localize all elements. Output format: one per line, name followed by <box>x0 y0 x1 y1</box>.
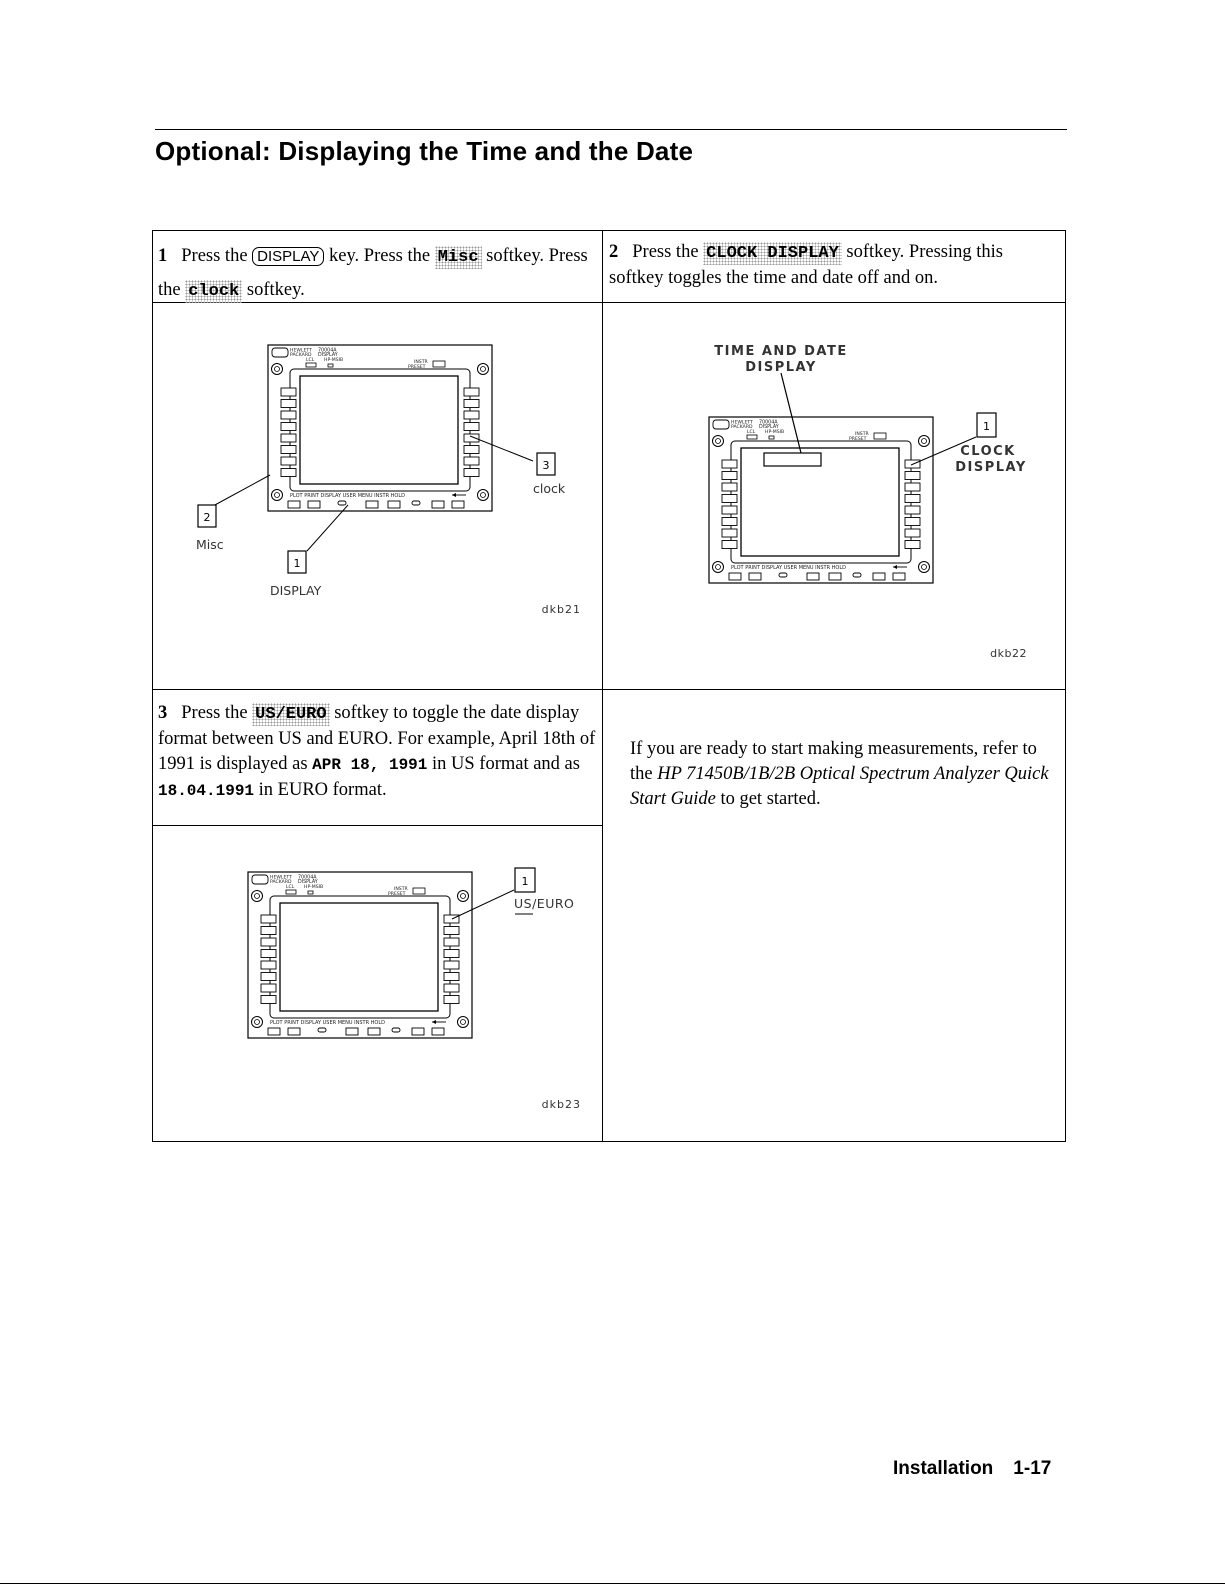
left-softkey <box>261 927 276 935</box>
mounting-knob <box>919 436 930 447</box>
left-softkey <box>261 973 276 981</box>
left-softkey <box>261 961 276 969</box>
right-softkey <box>444 961 459 969</box>
display-label: DISPLAY <box>270 583 322 598</box>
bottom-hardkey <box>346 1028 358 1035</box>
title-rule <box>155 129 1067 130</box>
mounting-knob <box>713 562 724 573</box>
figure-id: dkb22 <box>990 647 1027 660</box>
left-softkey <box>261 915 276 923</box>
bottom-hardkey <box>412 501 420 505</box>
hp-logo-icon <box>252 875 268 884</box>
callout-number: 1 <box>293 557 301 570</box>
bottom-hardkey <box>338 501 346 505</box>
figure-id: dkb23 <box>541 1098 581 1111</box>
right-softkey <box>464 423 479 431</box>
brand-text: PACKARD <box>270 880 292 885</box>
left-softkey <box>722 483 737 491</box>
mounting-knob <box>458 1017 469 1028</box>
bottom-hardkey <box>432 1028 444 1035</box>
mounting-knob <box>478 364 489 375</box>
lcl-label: LCL <box>286 885 295 890</box>
callout-number: 3 <box>542 459 550 472</box>
clock-display-label: DISPLAY <box>955 460 1027 475</box>
step-number: 3 <box>158 703 168 723</box>
clock-label: clock <box>533 481 566 496</box>
bottom-hardkey <box>779 573 787 577</box>
model-text: 70004A <box>298 875 317 881</box>
left-softkey <box>261 996 276 1004</box>
misc-softkey: Misc <box>435 246 482 269</box>
display-unit-drawing <box>248 872 472 1038</box>
bottom-hardkey <box>412 1028 424 1035</box>
bottom-hardkey <box>308 501 320 508</box>
step-number: 2 <box>609 242 619 262</box>
bottom-hardkey <box>288 501 300 508</box>
preset-key <box>433 361 445 367</box>
left-softkey <box>722 506 737 514</box>
left-softkey <box>722 541 737 549</box>
bottom-hardkey <box>388 501 400 508</box>
display-unit-drawing <box>709 417 933 583</box>
model-text: DISPLAY <box>759 425 779 430</box>
right-softkey <box>444 996 459 1004</box>
instr-preset-label: PRESET <box>408 365 426 370</box>
footer-section: Installation <box>893 1458 994 1479</box>
left-softkey <box>281 400 296 408</box>
model-text: DISPLAY <box>298 880 318 885</box>
left-softkey <box>281 423 296 431</box>
left-softkey <box>722 529 737 537</box>
hp-logo-icon <box>713 420 729 429</box>
display-hardkey: DISPLAY <box>252 247 324 266</box>
right-softkey <box>444 915 459 923</box>
display-screen <box>300 376 458 484</box>
model-text: DISPLAY <box>318 353 338 358</box>
display-screen <box>280 903 438 1011</box>
right-softkey <box>464 411 479 419</box>
instr-preset-label: PRESET <box>388 892 406 897</box>
time-date-region <box>764 453 821 466</box>
misc-label: Misc <box>196 537 224 552</box>
right-softkey <box>464 400 479 408</box>
model-text: 70004A <box>318 348 337 354</box>
bottom-hardkey <box>432 501 444 508</box>
bottom-hardkey <box>288 1028 300 1035</box>
callout-number: 2 <box>203 511 211 524</box>
step-2-text: 2 Press the CLOCK DISPLAY softkey. Pressing this softkey toggles the time and date off and on. <box>609 242 1003 288</box>
preset-key <box>874 433 886 439</box>
next-steps-note: If you are ready to start making measurements, refer to the HP 71450B/1B/2B Optical Spectrum Analyzer Quick Start Guide to get started. <box>630 739 1049 809</box>
lcl-label: LCL <box>306 358 315 363</box>
step-number: 1 <box>158 246 168 266</box>
right-softkey <box>905 506 920 514</box>
mounting-knob <box>252 891 263 902</box>
left-softkey <box>281 446 296 454</box>
brand-text: PACKARD <box>290 353 312 358</box>
callout-number: 1 <box>983 420 990 433</box>
left-softkey <box>281 469 296 477</box>
left-softkey <box>281 457 296 465</box>
left-softkey <box>722 495 737 503</box>
right-softkey <box>905 518 920 526</box>
right-softkey <box>444 927 459 935</box>
figure-dkb22 <box>603 303 1065 689</box>
msib-label: HP-MSIB <box>324 358 344 363</box>
bottom-hardkey <box>318 1028 326 1032</box>
time-date-label: TIME AND DATE <box>714 344 848 359</box>
right-softkey <box>905 541 920 549</box>
euro-format-example: 18.04.1991 <box>158 782 255 800</box>
time-date-label: DISPLAY <box>745 360 817 375</box>
instr-preset-label: INSTR <box>855 432 869 437</box>
brand-text: HEWLETT <box>731 420 753 426</box>
right-softkey <box>464 457 479 465</box>
lcl-label: LCL <box>747 430 756 435</box>
page-footer <box>893 1458 1051 1480</box>
bottom-hardkey <box>829 573 841 580</box>
bottom-hardkey <box>392 1028 400 1032</box>
right-softkey <box>905 529 920 537</box>
footer-page-number: 1-17 <box>1013 1458 1052 1479</box>
us-euro-softkey: US/EURO <box>252 703 329 726</box>
bottom-hardkey <box>729 573 741 580</box>
mounting-knob <box>478 490 489 501</box>
clock-display-softkey: CLOCK DISPLAY <box>703 242 842 265</box>
bottom-hardkey <box>268 1028 280 1035</box>
mounting-knob <box>252 1017 263 1028</box>
clock-softkey: clock <box>185 280 242 303</box>
right-softkey <box>444 950 459 958</box>
figure-dkb21 <box>152 303 602 689</box>
clock-display-label: CLOCK <box>960 444 1016 459</box>
quick-start-guide-title: HP 71450B/1B/2B Optical Spectrum Analyzer Quick Start Guide <box>630 764 1049 809</box>
left-softkey <box>281 388 296 396</box>
figure-id: dkb21 <box>541 603 581 616</box>
bottom-hardkey <box>749 573 761 580</box>
right-softkey <box>444 938 459 946</box>
right-softkey <box>464 469 479 477</box>
left-softkey <box>281 434 296 442</box>
mounting-knob <box>919 562 930 573</box>
bottom-hardkey <box>853 573 861 577</box>
bottom-key-labels: PLOT PRINT DISPLAY USER MENU INSTR HOLD <box>731 565 846 571</box>
instr-preset-label: PRESET <box>849 437 867 442</box>
msib-label: HP-MSIB <box>304 885 324 890</box>
left-softkey <box>722 460 737 468</box>
bottom-hardkey <box>452 501 464 508</box>
hp-logo-icon <box>272 348 288 357</box>
left-softkey <box>261 950 276 958</box>
right-softkey <box>444 973 459 981</box>
right-softkey <box>444 984 459 992</box>
right-softkey <box>905 483 920 491</box>
instr-preset-label: INSTR <box>414 360 428 365</box>
bottom-key-labels: PLOT PRINT DISPLAY USER MENU INSTR HOLD <box>270 1020 385 1026</box>
brand-text: HEWLETT <box>270 875 292 881</box>
bottom-hardkey <box>366 501 378 508</box>
figure-dkb23 <box>152 826 602 1142</box>
bottom-hardkey <box>893 573 905 580</box>
model-text: 70004A <box>759 420 778 426</box>
msib-label: HP-MSIB <box>765 430 785 435</box>
right-softkey <box>464 446 479 454</box>
left-softkey <box>261 984 276 992</box>
page-title: Optional: Displaying the Time and the Date <box>155 136 694 166</box>
bottom-hardkey <box>807 573 819 580</box>
step-1-text: 1 Press the DISPLAY key. Press the Misc softkey. Press the clock softkey. <box>158 246 588 301</box>
preset-key <box>413 888 425 894</box>
us-euro-label: US/EURO <box>514 896 575 911</box>
table-divider-row2 <box>152 689 1066 690</box>
brand-text: PACKARD <box>731 425 753 430</box>
us-format-example: APR 18, 1991 <box>312 756 428 774</box>
step-3-text: 3 Press the US/EURO softkey to toggle the date display format between US and EURO. For example, April 18th of 1991 is displayed as APR 18, 1991 in US format and as 18.04.1991 in EURO format. <box>158 703 596 800</box>
mounting-knob <box>713 436 724 447</box>
right-softkey <box>464 434 479 442</box>
bottom-key-labels: PLOT PRINT DISPLAY USER MENU INSTR HOLD <box>290 493 405 499</box>
left-softkey <box>722 472 737 480</box>
right-softkey <box>905 472 920 480</box>
mounting-knob <box>458 891 469 902</box>
right-softkey <box>905 495 920 503</box>
brand-text: HEWLETT <box>290 348 312 354</box>
page-bottom-edge <box>0 1583 1225 1584</box>
left-softkey <box>281 411 296 419</box>
display-unit-drawing <box>268 345 492 511</box>
mounting-knob <box>272 364 283 375</box>
bottom-hardkey <box>873 573 885 580</box>
instr-preset-label: INSTR <box>394 887 408 892</box>
right-softkey <box>464 388 479 396</box>
mounting-knob <box>272 490 283 501</box>
callout-number: 1 <box>521 875 529 888</box>
bottom-hardkey <box>368 1028 380 1035</box>
left-softkey <box>722 518 737 526</box>
left-softkey <box>261 938 276 946</box>
